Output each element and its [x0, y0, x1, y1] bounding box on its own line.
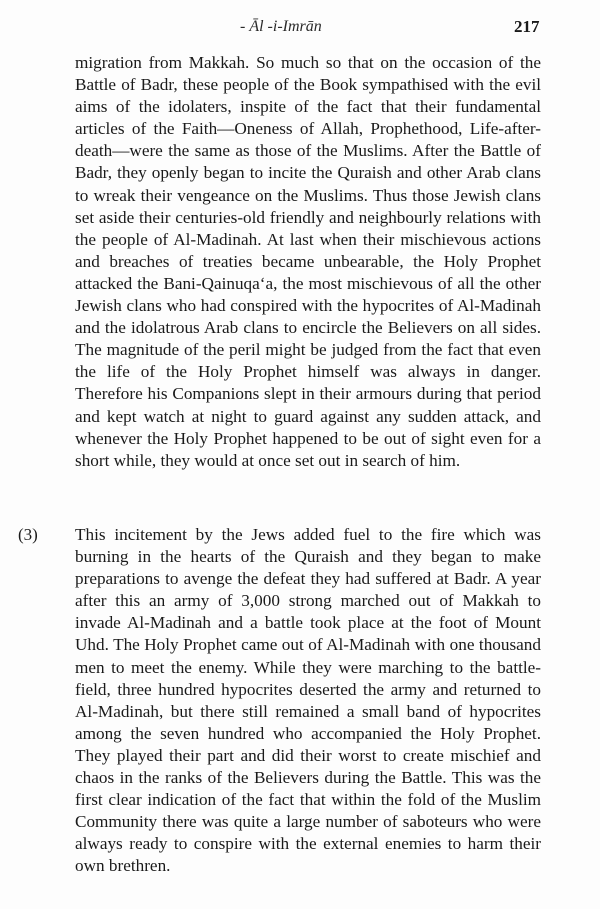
paragraph-continued: migration from Makkah. So much so that on the occasion of the Battle of Badr, these people of the Book sympathised with the evil aims of the idolaters, inspite of the fact that their fundamental articles of the Faith—Oneness of Allah, Prophethood, Life-after-death—were the same as those of the Muslims. After the Battle of Badr, they openly began to incite the Quraish and other Arab clans to wreak their vengeance on the Muslims. Thus those Jewish clans set aside their centuries-old friendly and neighbourly relations with the people of Al-Madinah. At last when their mischievous actions and breaches of treaties became unbearable, the Holy Prophet attacked the Bani-Qainuqa‘a, the most mischievous of all the other Jewish clans who had conspired with the hypocrites of Al-Madinah and the idolatrous Arab clans to encircle the Believers on all sides. The magnitude of the peril might be judged from the fact that even the life of the Holy Prophet himself was always in danger. Therefore his Companions slept in their armours during that period and kept watch at night to guard against any sudden attack, and whenever the Holy Prophet happened to be out of sight even for a short while, they would at once set out in search of him.	[75, 53, 541, 470]
running-head: - Āl -i-Imrān	[240, 18, 322, 35]
paragraph-3: This incitement by the Jews added fuel to the fire which was burning in the hearts of the Quraish and they began to make preparations to avenge the defeat they had suffered at Badr. A year after this an army of 3,000 strong marched out of Makkah to invade Al-Madinah and a battle took place at the foot of Mount Uhd. The Holy Prophet came out of Al-Madinah with one thousand men to meet the enemy. While they were marching to the battle-field, three hundred hypocrites deserted the army and returned to Al-Madinah, but there still remained a small band of hypocrites among the seven hundred who accompanied the Holy Prophet. They played their part and did their worst to create mischief and chaos in the ranks of the Believers during the Battle. This was the first clear indication of the fact that within the fold of the Muslim Community there was quite a large number of saboteurs who were always ready to conspire with the external enemies to harm their own brethren.	[75, 525, 541, 876]
page-number: 217	[514, 17, 540, 36]
paragraph-number: (3)	[18, 525, 38, 544]
